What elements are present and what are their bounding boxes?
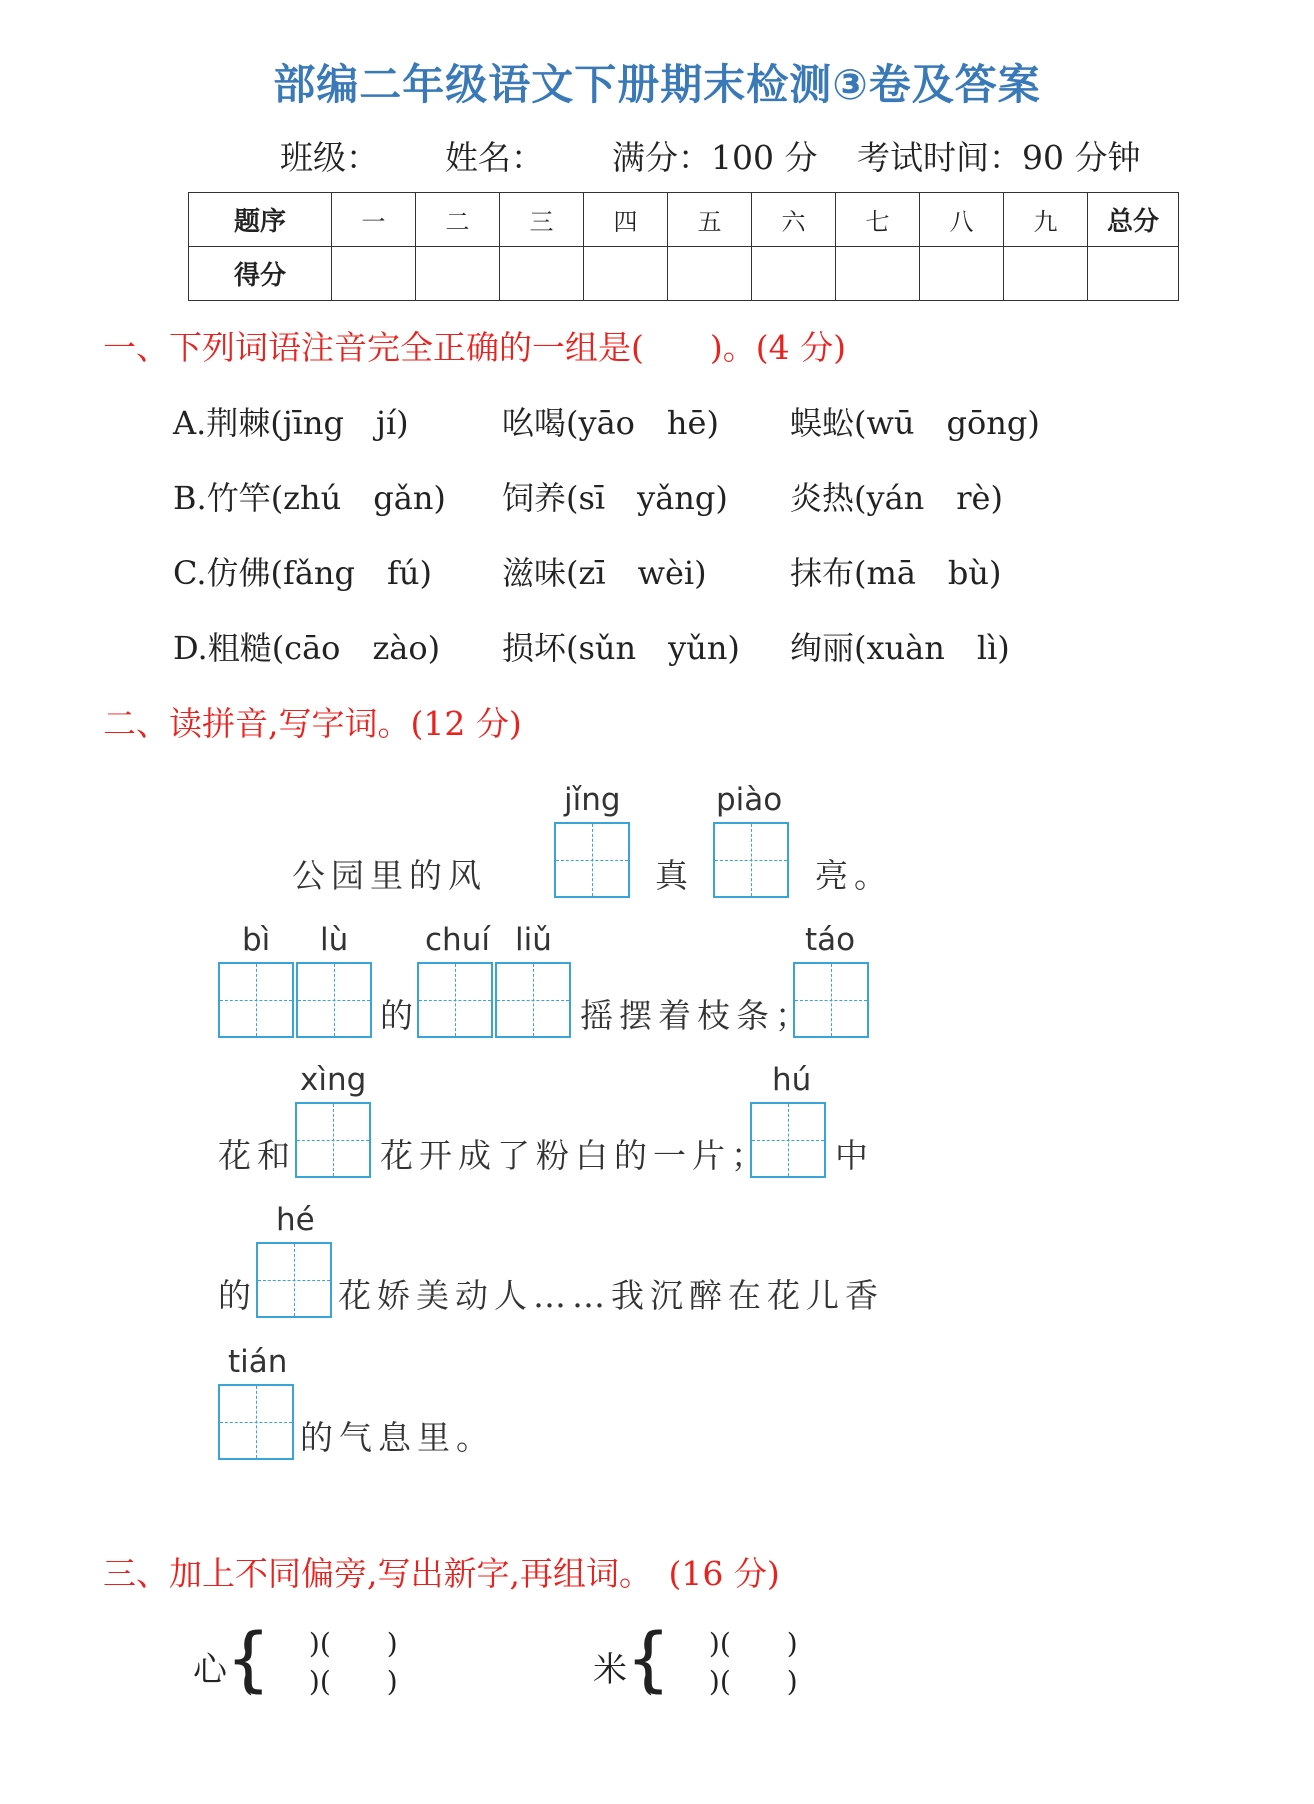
exam-info	[0, 132, 1314, 177]
option-c-word2: 滋味(zī wèi)	[502, 554, 707, 592]
option-b[interactable]	[0, 473, 1314, 517]
writing-box[interactable]	[256, 1242, 332, 1318]
radical-mi: 米	[593, 1650, 627, 1690]
pinyin-label: jǐng	[564, 782, 621, 818]
passage-text: 摇摆着枝条；	[580, 996, 814, 1035]
score-cell[interactable]	[752, 247, 836, 301]
option-a-word3: 蜈蚣(wū gōng)	[790, 404, 1040, 442]
writing-box[interactable]	[793, 962, 869, 1038]
section2-heading: 二、读拼音,写字词。(12 分)	[103, 704, 522, 743]
option-d-word2: 损坏(sǔn yǔn)	[502, 629, 740, 667]
score-cell[interactable]	[1088, 247, 1179, 301]
passage-text: 花和	[218, 1136, 296, 1175]
brace-icon: {	[626, 1618, 671, 1700]
col-4: 四	[584, 193, 668, 247]
passage-text: 公园里的风	[292, 856, 487, 895]
writing-box[interactable]	[554, 822, 630, 898]
score-cell[interactable]	[836, 247, 920, 301]
score-cell[interactable]	[1004, 247, 1088, 301]
writing-box[interactable]	[296, 962, 372, 1038]
pinyin-label: hé	[276, 1202, 315, 1238]
section3-heading: 三、加上不同偏旁,写出新字,再组词。 (16 分)	[103, 1554, 780, 1593]
col-total: 总分	[1088, 193, 1179, 247]
score-table	[188, 192, 1179, 301]
table-row	[189, 247, 1179, 301]
pinyin-label: tián	[228, 1344, 288, 1380]
answer-slot[interactable]: ( )( )	[642, 1627, 798, 1660]
option-a-word1: A.荆棘(jīng jí)	[173, 404, 409, 442]
writing-box[interactable]	[713, 822, 789, 898]
option-b-word3: 炎热(yán rè)	[790, 479, 1003, 517]
section1-heading: 一、下列词语注音完全正确的一组是( )。(4 分)	[103, 328, 846, 367]
option-a[interactable]	[0, 398, 1314, 442]
full-score: 满分：100 分	[612, 138, 818, 177]
option-b-word1: B.竹竿(zhú gǎn)	[173, 479, 446, 517]
col-9: 九	[1004, 193, 1088, 247]
pinyin-label: hú	[772, 1062, 812, 1098]
pinyin-label: bì	[242, 922, 271, 958]
page-title: 部编二年级语文下册期末检测③卷及答案	[273, 60, 1041, 109]
col-1: 一	[332, 193, 416, 247]
score-cell[interactable]	[668, 247, 752, 301]
table-row	[189, 193, 1179, 247]
pinyin-label: piào	[716, 782, 783, 818]
option-d-word3: 绚丽(xuàn lì)	[790, 629, 1010, 667]
option-b-word2: 饲养(sī yǎng)	[502, 479, 728, 517]
writing-box[interactable]	[495, 962, 571, 1038]
row-header-score: 得分	[189, 247, 332, 301]
option-d-word1: D.粗糙(cāo zào)	[173, 629, 441, 667]
radical-xin: 心	[193, 1650, 227, 1690]
answer-slot[interactable]: ( )( )	[642, 1665, 798, 1698]
option-c-word1: C.仿佛(fǎng fú)	[173, 554, 432, 592]
answer-slot[interactable]: ( )( )	[242, 1627, 398, 1660]
passage-text: 的	[218, 1276, 257, 1315]
option-c-word3: 抹布(mā bù)	[790, 554, 1002, 592]
col-2: 二	[416, 193, 500, 247]
passage-text: 真	[655, 856, 694, 895]
score-cell[interactable]	[332, 247, 416, 301]
option-c[interactable]	[0, 548, 1314, 592]
option-d[interactable]	[0, 623, 1314, 667]
writing-box[interactable]	[417, 962, 493, 1038]
passage-text: 花娇美动人……我沉醉在花儿香	[338, 1276, 884, 1315]
name-label: 姓名：	[445, 138, 544, 177]
class-label: 班级：	[280, 138, 379, 177]
score-cell[interactable]	[920, 247, 1004, 301]
writing-box[interactable]	[750, 1102, 826, 1178]
col-3: 三	[500, 193, 584, 247]
answer-slot[interactable]: ( )( )	[242, 1665, 398, 1698]
pinyin-label: chuí	[425, 922, 490, 958]
col-5: 五	[668, 193, 752, 247]
score-cell[interactable]	[584, 247, 668, 301]
passage-text: 花开成了粉白的一片；	[380, 1136, 770, 1175]
option-a-word2: 吆喝(yāo hē)	[502, 404, 719, 442]
passage-text: 中	[835, 1136, 874, 1175]
pinyin-label: lù	[320, 922, 349, 958]
score-cell[interactable]	[416, 247, 500, 301]
pinyin-label: liǔ	[515, 922, 552, 958]
score-cell[interactable]	[500, 247, 584, 301]
writing-box[interactable]	[218, 1384, 294, 1460]
passage-text: 的气息里。	[300, 1418, 495, 1457]
col-6: 六	[752, 193, 836, 247]
passage-text: 亮。	[815, 856, 893, 895]
pinyin-label: xìng	[300, 1062, 367, 1098]
brace-icon: {	[226, 1618, 271, 1700]
pinyin-label: táo	[805, 922, 856, 958]
writing-box[interactable]	[295, 1102, 371, 1178]
writing-box[interactable]	[218, 962, 294, 1038]
col-8: 八	[920, 193, 1004, 247]
col-7: 七	[836, 193, 920, 247]
passage-text: 的	[380, 996, 419, 1035]
row-header-number: 题序	[189, 193, 332, 247]
exam-time: 考试时间：90 分钟	[857, 138, 1141, 177]
